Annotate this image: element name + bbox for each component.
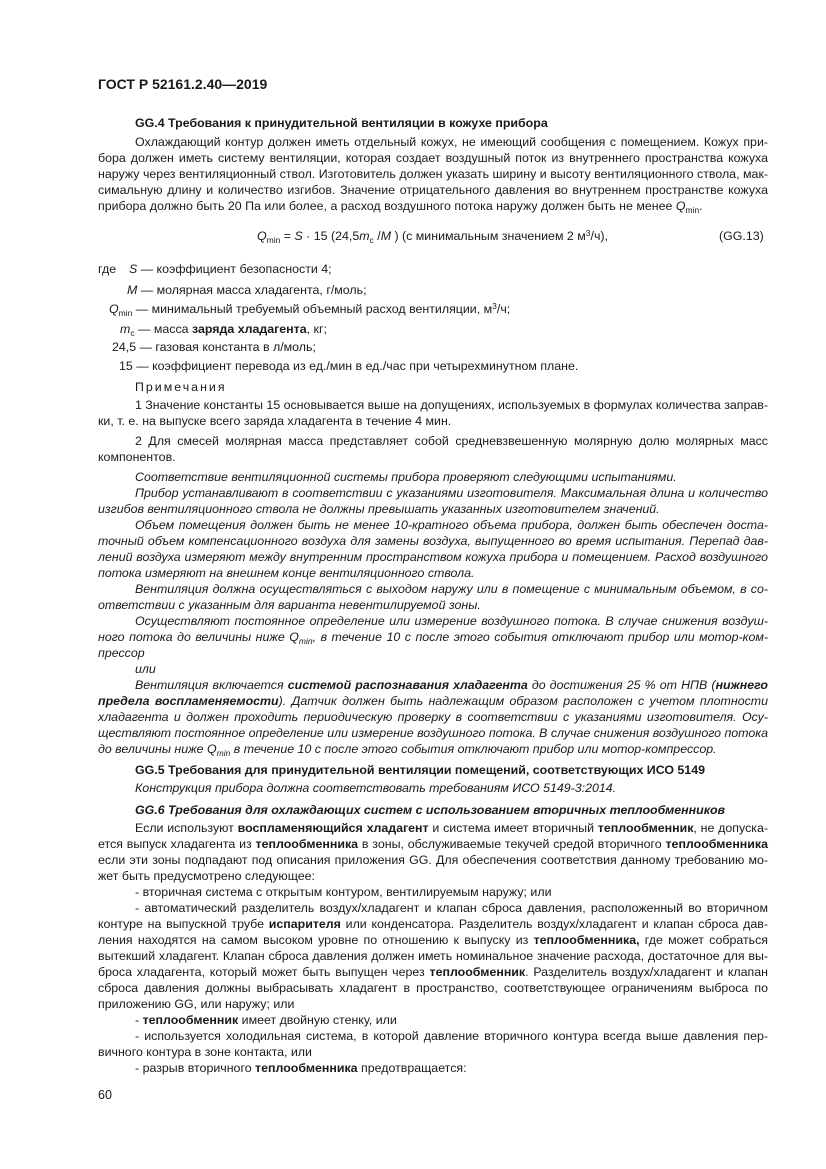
list-item-line: сброса давления должны выбрасывать хладагент в пространство, соответствующее ограничениям выброса по	[98, 981, 768, 995]
note-line: ки, т. е. на выпуске всего заряда хладагента в течение 4 мин.	[98, 414, 452, 428]
gg6-line: жет быть предусмотрено следующее:	[98, 869, 315, 883]
paragraph-line: Охлаждающий контур должен иметь отдельный кожух, не имеющий сообщения с помещением. Кожух при-	[135, 135, 768, 149]
paragraph-line: прибора должно быть 20 Па или более, а расход воздушного потока наружу должен быть не менее $Q_{min}$.	[98, 199, 703, 215]
definition-s: S — коэффициент безопасности 4;	[129, 262, 332, 276]
test-line: потока измеряют на внешнем конце вентиляционного ствола.	[98, 566, 475, 580]
test-line: ответствии с указанным для варианта невентилируемой зоны.	[98, 598, 481, 612]
gg5-text: Конструкция прибора должна соответствовать требованиям ИСО 5149-3:2014.	[135, 781, 617, 795]
test-line: Прибор устанавливают в соответствии с указаниями изготовителя. Максимальная длина и количество	[135, 486, 768, 500]
document-header: ГОСТ Р 52161.2.40—2019	[98, 76, 268, 92]
list-item: - вторичная система с открытым контуром, вентилируемым наружу; или	[135, 885, 552, 899]
gg6-line: ется выпуск хладагента из теплообменника в зоны, обслуживаемые текучей средой вторичного теплообменника	[98, 837, 768, 851]
vent-line: Вентиляция включается системой распознавания хладагента до достижения 25 % от НПВ (нижнего	[135, 678, 768, 692]
test-line: прессор	[98, 646, 145, 660]
section-heading-gg4: GG.4 Требования к принудительной вентиляции в кожухе прибора	[135, 116, 548, 130]
test-line: лений воздуха измеряют между внутренним пространством кожуха прибора и помещением. Расход воздушного	[98, 550, 768, 564]
paragraph-line: бора должен иметь систему вентиляции, которая создает воздушный поток из внутреннего пространства кожуха	[98, 151, 768, 165]
list-item-line: броса хладагента, который может быть выпущен через теплообменник. Разделитель воздух/хладагент и клапан	[98, 965, 769, 979]
list-item-line: вытекший хладагент. Клапан сброса давления должен иметь номинальное значение расхода, достаточное для вы-	[98, 949, 768, 963]
test-line: точный объем компенсационного воздуха для замены воздуха, выпущенного во время испытания. Перепад дав-	[98, 534, 768, 548]
section-heading-gg5: GG.5 Требования для принудительной вентиляции помещений, соответствующих ИСО 5149	[135, 763, 705, 777]
test-line-or: или	[135, 662, 156, 676]
test-line: изгибов вентиляционного ствола не должны превышать указанных изготовителем значений.	[98, 502, 660, 516]
definition-mc: $m_c$ — масса заряда хладагента, кг;	[120, 322, 327, 338]
list-item: - разрыв вторичного теплообменника предотвращается:	[135, 1061, 467, 1075]
test-line: Соответствие вентиляционной системы прибора проверяют следующими испытаниями.	[135, 470, 677, 484]
definition-conversion: 15 — коэффициент перевода из ед./мин в ед./час при четырехминутном плане.	[119, 359, 579, 373]
list-item-line: ления находятся на самом высоком уровне по отношению к выпуску из теплообменника, где может собраться	[98, 933, 768, 947]
vent-line: ществляют постоянное определение или измерение воздушного потока. В случае снижения воздушного потока	[98, 726, 768, 740]
test-line: Объем помещения должен быть не менее 10-кратного объема прибора, должен быть обеспечен доста-	[135, 518, 768, 532]
formula-gg13: $Q_{min} = S \cdot 15$ ($24,5m_c$ /M ) (с минимальным значением 2 $м^3/ч$),	[257, 228, 608, 245]
list-item-line: вичного контура в зоне контакта, или	[98, 1045, 312, 1059]
notes-title: Примечания	[135, 380, 227, 394]
note-line: компонентов.	[98, 450, 176, 464]
list-item-line: контуре на выпускной трубе испарителя или конденсатора. Разделитель воздух/хладагент и клапан сброса дав-	[98, 917, 768, 931]
where-label: где	[98, 262, 117, 276]
list-item: - теплообменник имеет двойную стенку, или	[135, 1013, 397, 1027]
vent-line: хладагента и должен проходить периодическую проверку в соответствии с указаниями изготовителя. Осу-	[98, 710, 768, 724]
formula-number: (GG.13)	[719, 229, 764, 243]
definition-gas-constant: 24,5 — газовая константа в л/моль;	[112, 340, 316, 354]
note-line: 2 Для смесей молярная масса представляет собой средневзвешенную молярную долю молярных масс	[135, 434, 768, 448]
paragraph-line: наружу через вентиляционный ствол. Изготовитель должен указать ширину и высоту вентиляционного ствола, мак-	[98, 167, 768, 181]
definition-m: M — молярная масса хладагента, г/моль;	[127, 283, 367, 297]
list-item: - используется холодильная система, в которой давление вторичного контура всегда выше давления пер-	[135, 1029, 768, 1043]
page-number: 60	[98, 1088, 112, 1102]
test-line: Вентиляция должна осуществляться с выходом наружу или в помещение с минимальным объемом, в со-	[135, 582, 768, 596]
test-line: ного потока до величины ниже $Q_{min}$, в течение 10 с после этого события отключают прибор или мотор-ком-	[98, 630, 768, 646]
definition-qmin: $Q_{min}$ — минимальный требуемый объемный расход вентиляции, $м^3/ч$;	[109, 301, 511, 318]
gg6-line: если эти зоны подпадают под описания приложения GG. Для обеспечения соответствия данному требованию мо-	[98, 853, 768, 867]
list-item: - автоматический разделитель воздух/хладагент и клапан сброса давления, расположенный во вторичном	[135, 901, 768, 915]
vent-line: до величины ниже $Q_{min}$ в течение 10 с после этого события отключают прибор или мотор-компрессор.	[98, 742, 717, 758]
test-line: Осуществляют постоянное определение или измерение воздушного потока. В случае снижения воздуш-	[135, 614, 768, 628]
paragraph-line: симальную длину и количество изгибов. Значение отрицательного давления во внутреннем пространстве кожуха	[98, 183, 768, 197]
vent-line: предела воспламеняемости). Датчик должен быть надлежащим образом расположен с учетом плотности	[98, 694, 768, 708]
gg6-line: Если используют воспламеняющийся хладагент и система имеет вторичный теплообменник, не допуска-	[135, 821, 768, 835]
note-line: 1 Значение константы 15 основывается выше на допущениях, используемых в формулах количества заправ-	[135, 398, 768, 412]
list-item-line: приложению GG, или наружу; или	[98, 997, 295, 1011]
section-heading-gg6: GG.6 Требования для охлаждающих систем с использованием вторичных теплообменников	[135, 803, 726, 817]
